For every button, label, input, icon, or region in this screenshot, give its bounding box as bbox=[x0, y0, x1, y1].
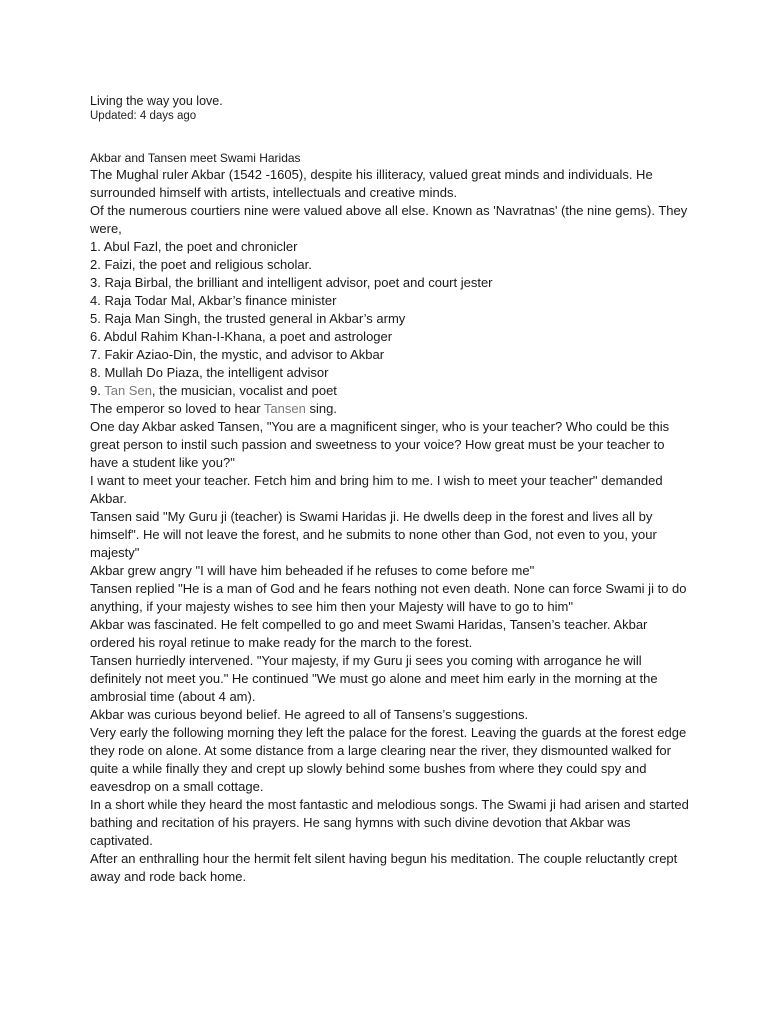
list-item: 4. Raja Todar Mal, Akbar’s finance minister bbox=[90, 293, 337, 308]
paragraph: Akbar was fascinated. He felt compelled to go and meet Swami Haridas, Tansen’s teacher. Akbar ordered his royal retinue to make ready for the march to the forest. bbox=[90, 617, 648, 650]
list-item: 1. Abul Fazl, the poet and chronicler bbox=[90, 239, 298, 254]
header-title: Living the way you love. bbox=[90, 94, 223, 108]
paragraph: I want to meet your teacher. Fetch him and bring him to me. I wish to meet your teacher" demanded Akbar. bbox=[90, 473, 663, 506]
list-item-text: , the musician, vocalist and poet bbox=[151, 383, 337, 398]
paragraph-text: The emperor so loved to hear bbox=[90, 401, 264, 416]
paragraph: The Mughal ruler Akbar (1542 -1605), despite his illiteracy, valued great minds and individuals. He surrounded himself with artists, intellectuals and creative minds. bbox=[90, 167, 653, 200]
paragraph: Akbar was curious beyond belief. He agreed to all of Tansens’s suggestions. bbox=[90, 707, 529, 722]
paragraph-text: sing. bbox=[305, 401, 337, 416]
list-item: 5. Raja Man Singh, the trusted general in Akbar’s army bbox=[90, 311, 406, 326]
list-item: 7. Fakir Aziao-Din, the mystic, and advisor to Akbar bbox=[90, 347, 385, 362]
document-body bbox=[90, 166, 690, 886]
list-item: 8. Mullah Do Piaza, the intelligent advisor bbox=[90, 365, 329, 380]
updated-timestamp: Updated: 4 days ago bbox=[90, 110, 197, 122]
paragraph: Of the numerous courtiers nine were valued above all else. Known as 'Navratnas' (the nine gems). They were, bbox=[90, 203, 688, 236]
paragraph bbox=[90, 400, 690, 418]
paragraph: In a short while they heard the most fantastic and melodious songs. The Swami ji had arisen and started bathing and recitation of his prayers. He sang hymns with such divine devotion that Akbar was captivated. bbox=[90, 797, 689, 848]
list-item: 2. Faizi, the poet and religious scholar. bbox=[90, 257, 312, 272]
document-page bbox=[90, 94, 690, 886]
paragraph: Tansen hurriedly intervened. "Your majesty, if my Guru ji sees you coming with arrogance he will definitely not meet you." He continued "We must go alone and meet him early in the morning at the ambrosial time (about 4 am). bbox=[90, 653, 658, 704]
list-item: 6. Abdul Rahim Khan-I-Khana, a poet and astrologer bbox=[90, 329, 393, 344]
paragraph: Tansen said "My Guru ji (teacher) is Swami Haridas ji. He dwells deep in the forest and lives all by himself". He will not leave the forest, and he submits to none other than God, not even to you, your majesty" bbox=[90, 509, 657, 560]
list-item bbox=[90, 382, 690, 400]
list-item-number: 9. bbox=[90, 383, 105, 398]
paragraph: Akbar grew angry "I will have him beheaded if he refuses to come before me" bbox=[90, 563, 535, 578]
tansen-link[interactable]: Tansen bbox=[263, 401, 306, 416]
list-item: 3. Raja Birbal, the brilliant and intelligent advisor, poet and court jester bbox=[90, 275, 493, 290]
tan-sen-link[interactable]: Tan Sen bbox=[104, 383, 152, 398]
paragraph: One day Akbar asked Tansen, "You are a magnificent singer, who is your teacher? Who could be this great person to instil such passion and sweetness to your voice? How great must be your teacher to have a student like you?" bbox=[90, 419, 670, 470]
document-title: Akbar and Tansen meet Swami Haridas bbox=[90, 151, 301, 165]
paragraph: After an enthralling hour the hermit felt silent having begun his meditation. The couple reluctantly crept away and rode back home. bbox=[90, 851, 678, 884]
paragraph: Tansen replied "He is a man of God and he fears nothing not even death. None can force Swami ji to do anything, if your majesty wishes to see him then your Majesty will have to go to him" bbox=[90, 581, 687, 614]
paragraph: Very early the following morning they left the palace for the forest. Leaving the guards at the forest edge they rode on alone. At some distance from a large clearing near the river, they dismounted walked for quite a while finally they and crept up slowly behind some bushes from where they could spy and eavesdrop on a small cottage. bbox=[90, 725, 687, 794]
